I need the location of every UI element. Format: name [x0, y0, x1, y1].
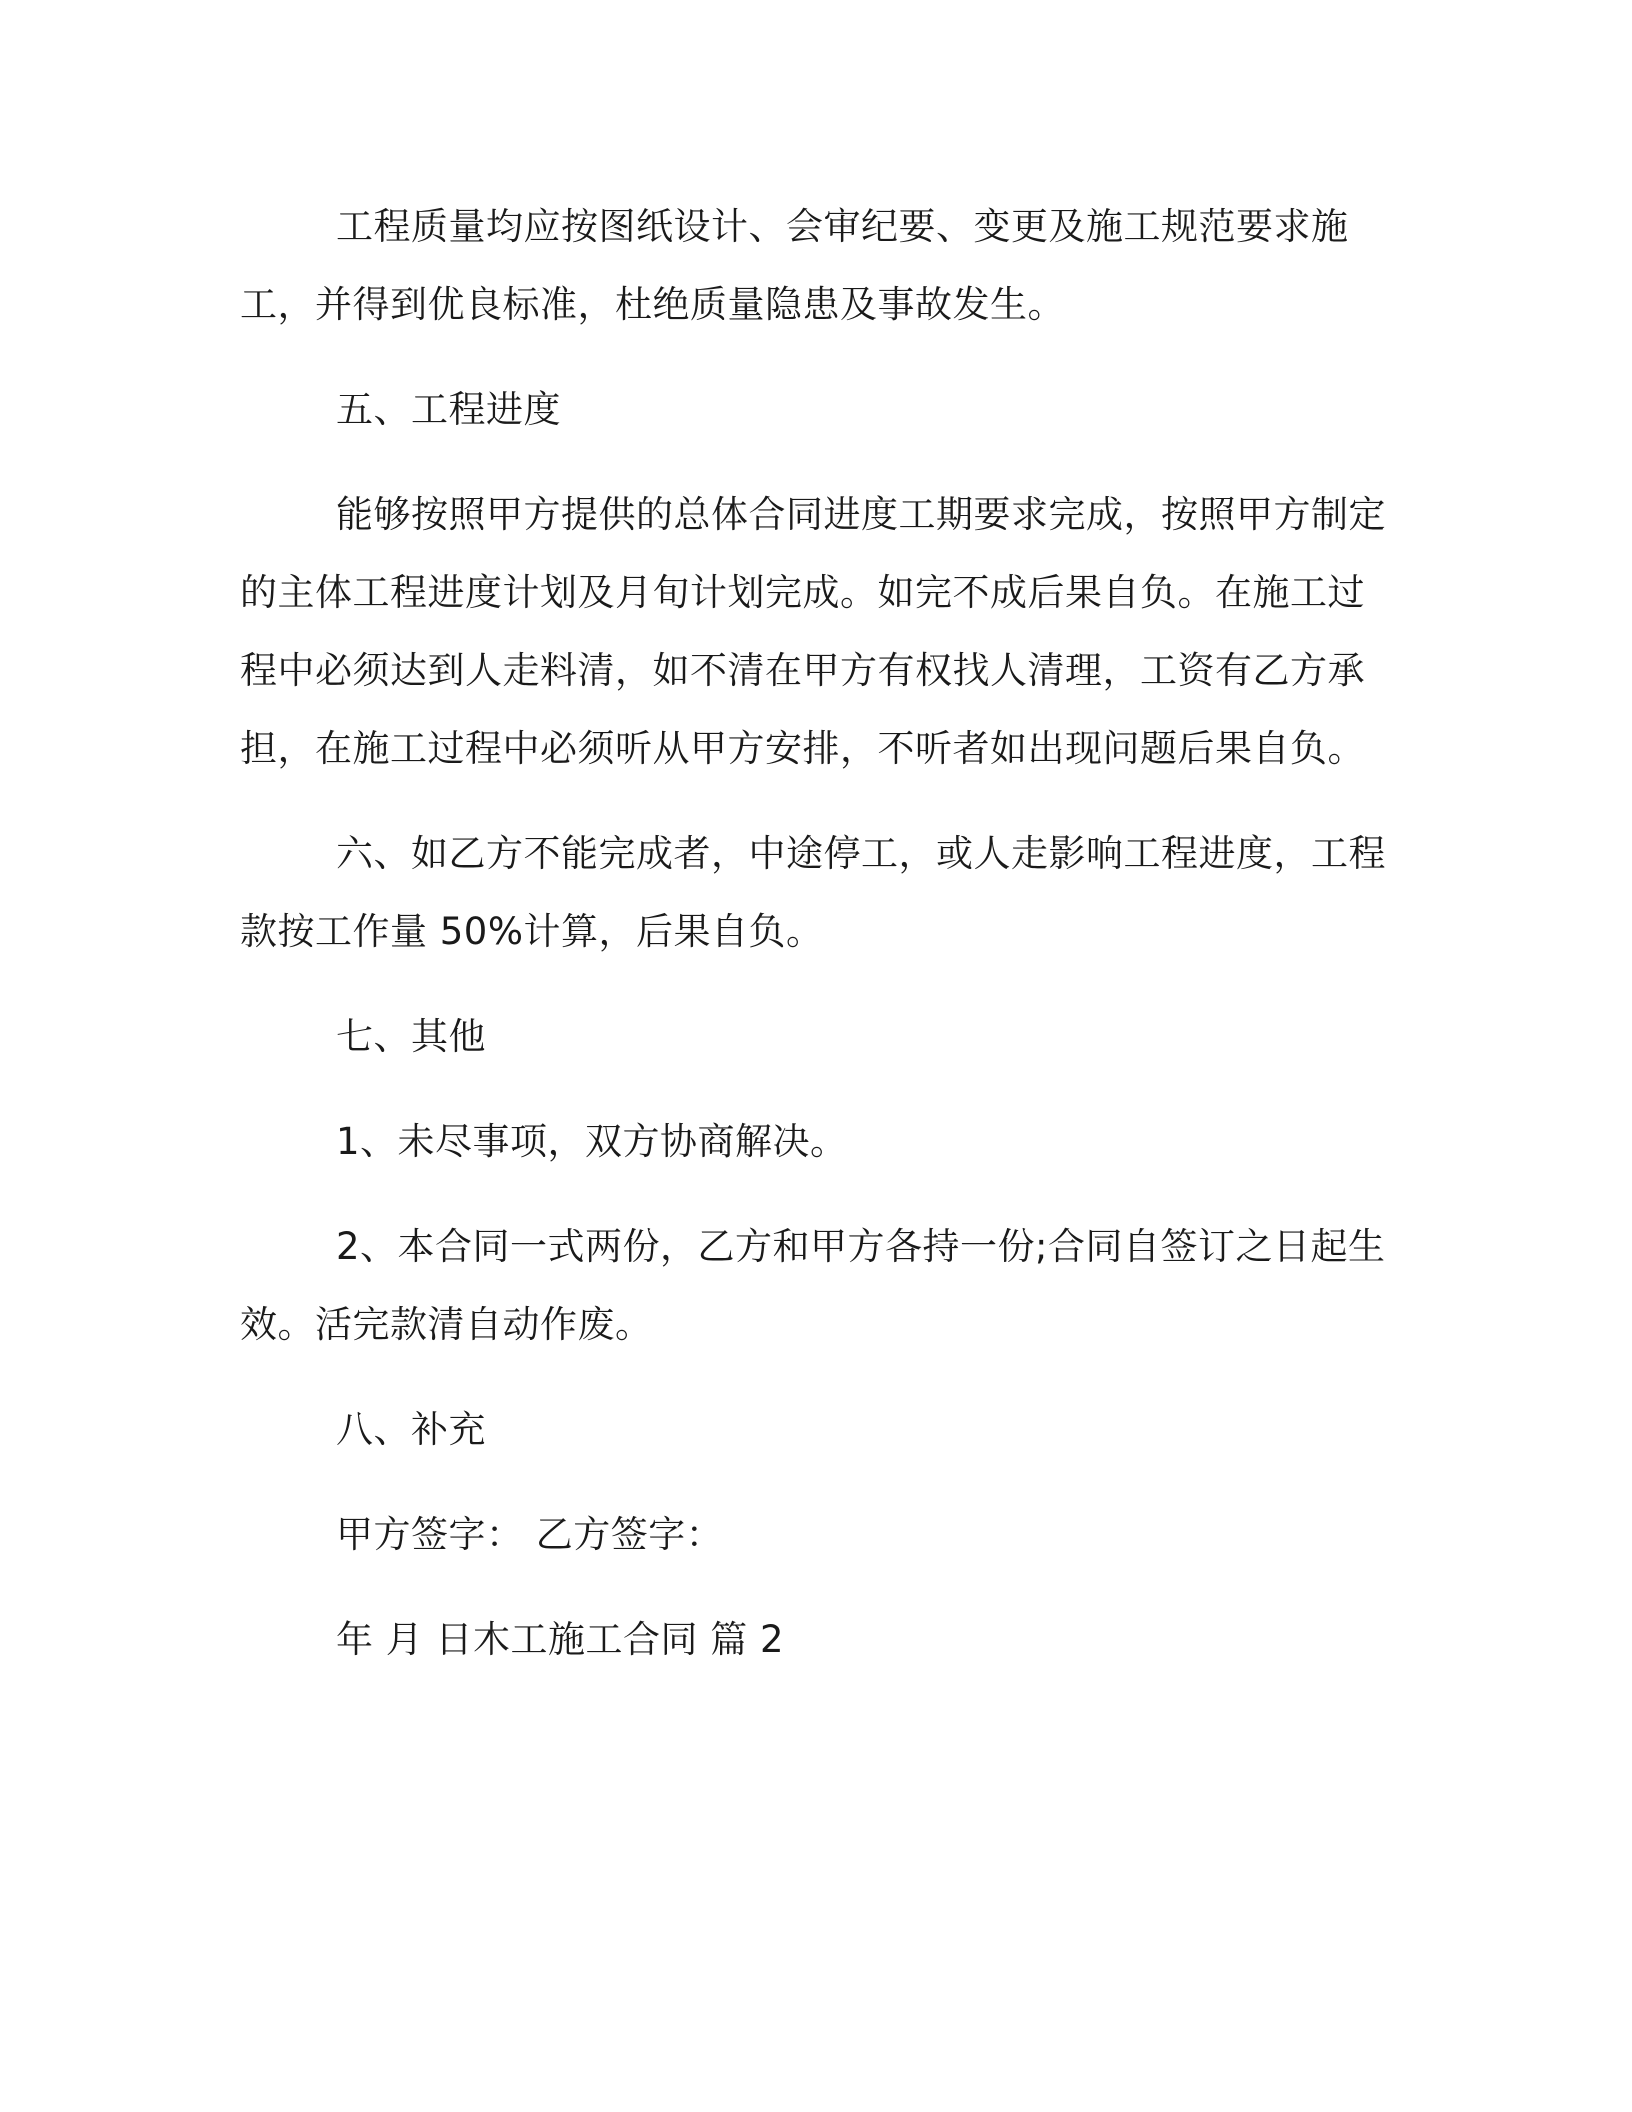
paragraph-stoppage: 六、如乙方不能完成者，中途停工，或人走影响工程进度，工程款按工作量 50%计算，后果自负。 — [240, 832, 1386, 953]
paragraph-other-1: 1、未尽事项，双方协商解决。 — [336, 1120, 848, 1163]
heading-progress: 五、工程进度 — [336, 388, 561, 431]
date-line: 年 月 日木工施工合同 篇 2 — [336, 1618, 785, 1661]
document-body — [240, 188, 1390, 1706]
heading-supplement: 八、补充 — [336, 1408, 486, 1451]
heading-other: 七、其他 — [336, 1015, 486, 1058]
paragraph-quality: 工程质量均应按图纸设计、会审纪要、变更及施工规范要求施工，并得到优良标准，杜绝质量隐患及事故发生。 — [240, 205, 1349, 326]
signature-line: 甲方签字： 乙方签字： — [336, 1513, 724, 1556]
paragraph-progress: 能够按照甲方提供的总体合同进度工期要求完成，按照甲方制定的主体工程进度计划及月旬计划完成。如完不成后果自负。在施工过程中必须达到人走料清，如不清在甲方有权找人清理，工资有乙方承担，在施工过程中必须听从甲方安排，不听者如出现问题后果自负。 — [240, 493, 1386, 770]
paragraph-other-2: 2、本合同一式两份，乙方和甲方各持一份;合同自签订之日起生效。活完款清自动作废。 — [240, 1225, 1386, 1346]
